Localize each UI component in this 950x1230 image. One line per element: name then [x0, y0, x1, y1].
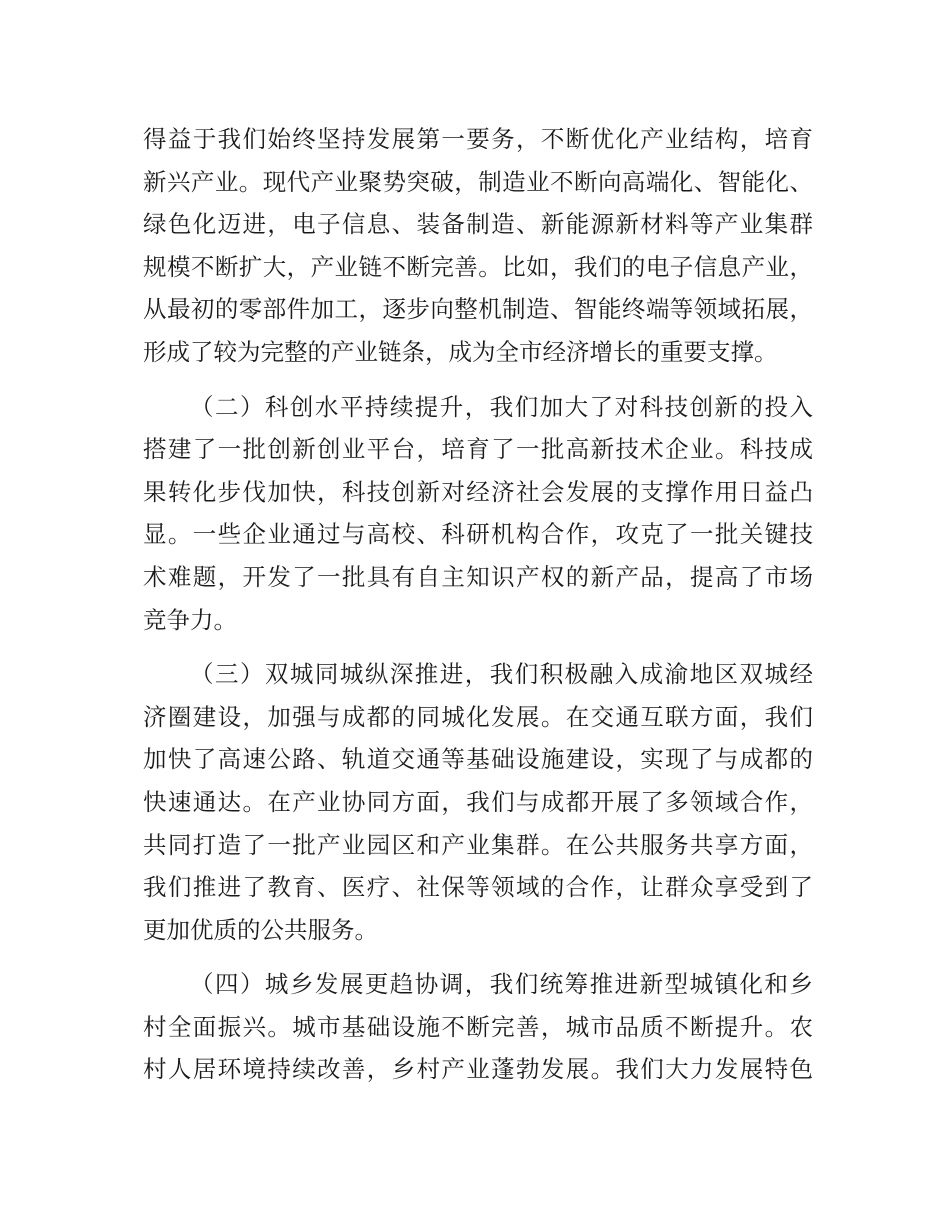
document-body	[143, 118, 813, 1091]
text-line: 加快了高速公路、轨道交通等基础设施建设，实现了与成都的	[143, 745, 813, 774]
text-line: 我们推进了教育、医疗、社保等领域的合作，让群众享受到了	[143, 873, 813, 902]
paragraph-twin-city	[143, 653, 813, 951]
paragraph-tech-innovation	[143, 386, 813, 642]
text-line: （四）城乡发展更趋协调，我们统筹推进新型城镇化和乡	[190, 970, 813, 999]
text-line: 新兴产业。现代产业聚势突破，制造业不断向高端化、智能化、	[143, 167, 813, 196]
text-line: 搭建了一批创新创业平台，培育了一批高新技术企业。科技成	[143, 435, 813, 464]
text-line: 得益于我们始终坚持发展第一要务，不断优化产业结构，培育	[143, 125, 813, 153]
text-line: 共同打造了一批产业园区和产业集群。在公共服务共享方面，	[143, 830, 813, 859]
text-line: 村人居环境持续改善，乡村产业蓬勃发展。我们大力发展特色	[143, 1055, 813, 1084]
paragraph-urban-rural	[143, 963, 813, 1091]
text-line: 从最初的零部件加工，逐步向整机制造、智能终端等领域拓展，	[143, 295, 813, 324]
text-line: 村全面振兴。城市基础设施不断完善，城市品质不断提升。农	[143, 1012, 813, 1041]
text-line: 果转化步伐加快，科技创新对经济社会发展的支撑作用日益凸	[143, 477, 813, 506]
text-line: 术难题，开发了一批具有自主知识产权的新产品，提高了市场	[143, 562, 813, 591]
text-line: 形成了较为完整的产业链条，成为全市经济增长的重要支撑。	[143, 337, 778, 366]
paragraph-industry	[143, 118, 813, 374]
text-line: （二）科创水平持续提升，我们加大了对科技创新的投入	[190, 392, 813, 421]
text-line: 更加优质的公共服务。	[143, 915, 378, 944]
text-line: 快速通达。在产业协同方面，我们与成都开展了多领域合作，	[143, 787, 813, 816]
text-line: （三）双城同城纵深推进，我们积极融入成渝地区双城经	[190, 660, 813, 689]
text-line: 规模不断扩大，产业链不断完善。比如，我们的电子信息产业，	[143, 252, 813, 281]
text-line: 显。一些企业通过与高校、科研机构合作，攻克了一批关键技	[143, 520, 813, 549]
text-line: 济圈建设，加强与成都的同城化发展。在交通互联方面，我们	[143, 702, 813, 731]
text-line: 竞争力。	[143, 605, 237, 634]
text-line: 绿色化迈进，电子信息、装备制造、新能源新材料等产业集群	[143, 210, 813, 239]
